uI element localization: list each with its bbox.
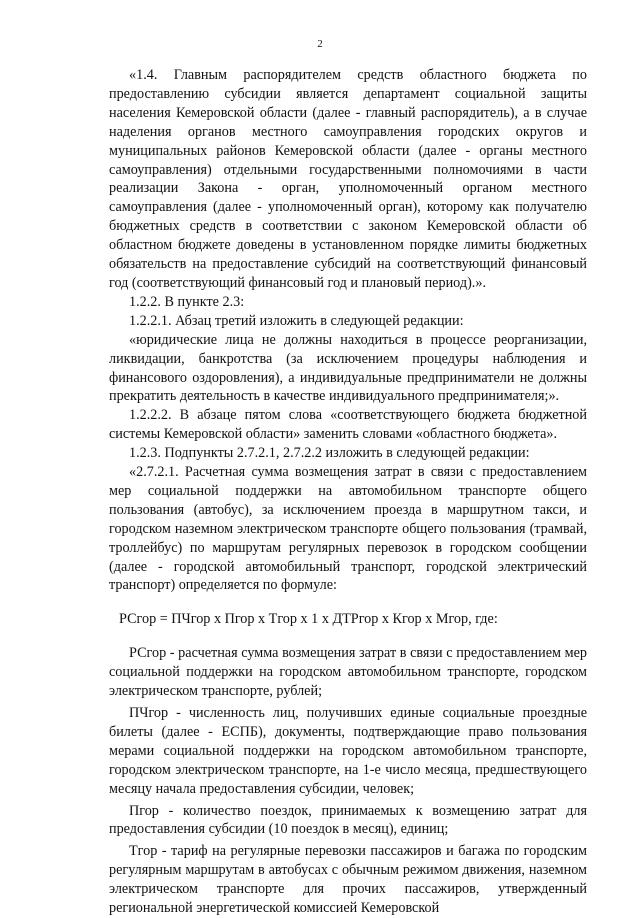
paragraph-1-2-2-2: 1.2.2.2. В абзаце пятом слова «соответствующего бюджета бюджетной системы Кемеровской области» заменить словами «областного бюджета».: [109, 407, 587, 443]
paragraph-2-7-2-1: «2.7.2.1. Расчетная сумма возмещения затрат в связи с предоставлением мер социальной поддержки на автомобильном транспорте общего пользования (автобус), за исключением проезда в маршрутном такси, и городском наземном электрическом транспорте общего пользования (трамвай, троллейбус) по маршрутам регулярных перевозок в городском сообщении (далее - городской автомобильный транспорт, городской электрический транспорт) определяется по формуле:: [109, 464, 587, 594]
definition-p-gor: Пгор - количество поездок, принимаемых к возмещению затрат для предоставления субсидии (10 поездок в месяц), единиц;: [109, 802, 587, 838]
page-number: 2: [317, 38, 323, 50]
paragraph-1-2-2-1: 1.2.2.1. Абзац третий изложить в следующей редакции:: [129, 312, 464, 329]
paragraph-1-2-3: 1.2.3. Подпункты 2.7.2.1, 2.7.2.2 изложить в следующей редакции:: [129, 445, 530, 462]
paragraph-1-4: «1.4. Главным распорядителем средств областного бюджета по предоставлению субсидии является департамент социальной защиты населения Кемеровской области (далее - главный распорядитель), а в случае наделения органов местного самоуправления городских округов и муниципальных районов Кемеровской области (далее - органы местного самоуправления) отдельными государственными полномочиями в части реализации Закона - орган, уполномоченный органом местного самоуправления (далее - уполномоченный орган), которому как получателю бюджетных средств в соответствии с законом Кемеровской области об областном бюджете доведены в установленном порядке лимиты бюджетных обязательств на предоставление субсидий на соответствующий финансовый год (соответствующий финансовый год и плановый период).».: [109, 67, 587, 291]
definition-t-gor: Тгор - тариф на регулярные перевозки пассажиров и багажа по городским регулярным маршрутам в автобусах с обычным режимом движения, наземном электрическом транспорте для прочих пассажиров, утвержденный региональной энергетической комиссией Кемеровской: [109, 843, 587, 917]
document-body: [109, 66, 587, 918]
paragraph-1-2-2: 1.2.2. В пункте 2.3:: [129, 293, 245, 310]
paragraph-quote-legal-entities: «юридические лица не должны находиться в процессе реорганизации, ликвидации, банкротства (за исключением процедуры наблюдения и финансового оздоровления), а индивидуальные предприниматели не должны прекратить деятельность в качестве индивидуального предпринимателя;».: [109, 331, 587, 405]
formula-line: РСгор = ПЧгор x Пгор x Тгор x 1 x ДТРгор x Кгор x Мгор, где:: [119, 611, 498, 628]
definition-pch-gor: ПЧгор - численность лиц, получивших единые социальные проездные билеты (далее - ЕСПБ), документы, подтверждающие право пользования мерами социальной поддержки на городском автомобильном транспорте, городском электрическом транспорте, на 1-е число месяца, предшествующего месяцу начала предоставления субсидии, человек;: [109, 705, 587, 797]
definition-rs-gor: РСгор - расчетная сумма возмещения затрат в связи с предоставлением мер социальной поддержки на городском автомобильном транспорте, городском электрическом транспорте, рублей;: [109, 645, 587, 700]
